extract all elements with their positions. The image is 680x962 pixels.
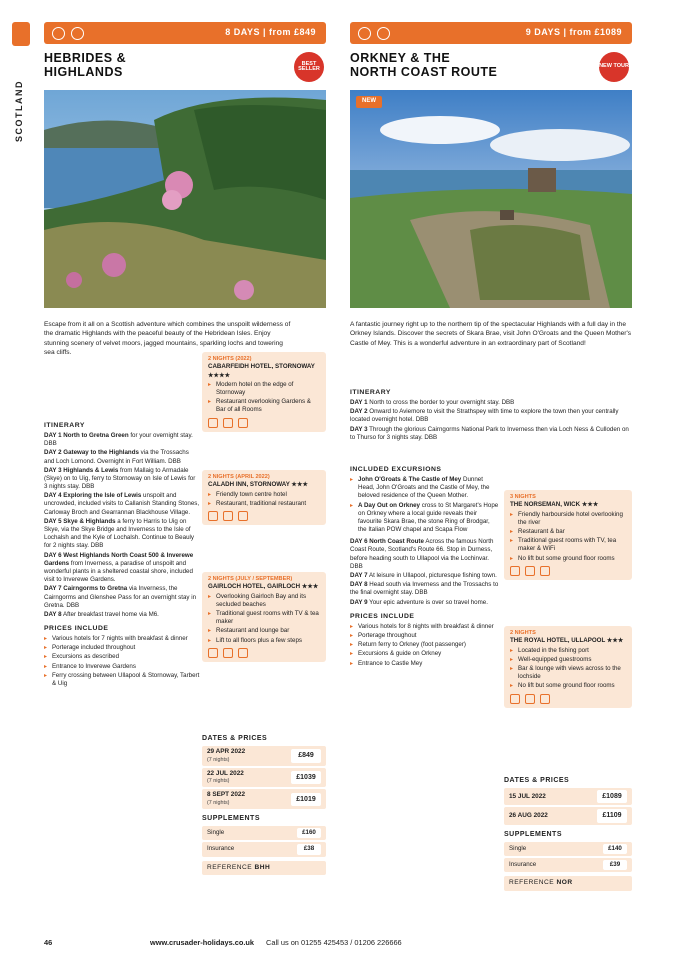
hotel-name: THE NORSEMAN, WICK ★★★ [510,501,599,509]
nights-note: (7 nights) [207,778,230,785]
supplement-row [504,842,632,856]
date-cell [207,791,245,807]
hotel-box [202,352,326,432]
itinerary-day [44,492,200,517]
day-number: DAY 8 [350,581,368,589]
dates-prices-heading: DATES & PRICES [202,735,268,742]
supplement-price: £38 [297,844,321,854]
hotel-features [510,647,626,691]
tour-price: £1109 [597,809,627,822]
best-seller-badge: BEST SELLER [294,52,324,82]
tour-price: £1089 [597,790,627,803]
day-title: North to Gretna Green [63,431,129,439]
lift-icon [223,511,233,521]
date-price-row [202,768,326,788]
itinerary-day [350,599,500,607]
hotel-feature: ▸ Bar & lounge with views across to the lochside [510,665,626,681]
include-item: ▸ Various hotels for 7 nights with breakfast & dinner [44,635,200,643]
orkney-castle-image [350,90,632,308]
restaurant-icon [510,694,520,704]
hotel-feature: ▸ Traditional guest rooms with TV & tea maker [208,610,320,626]
bar-icon [238,418,248,428]
dates-prices-heading: DATES & PRICES [504,777,570,784]
left-tour-photo [44,90,326,308]
day-text: from Inverness, a paradise of unspoilt and wonderful plants in a sheltered coastal shore, included visit to Inverewe Gardens. [44,559,193,584]
coach-icon [52,27,65,40]
day-number: DAY 5 [44,517,62,525]
day-number: DAY 2 [44,449,62,457]
hotel-feature: ▸ No lift but some ground floor rooms [510,682,626,690]
itinerary-heading: ITINERARY [44,422,85,429]
day-text: for your overnight stay. DBB [44,431,193,448]
itinerary-day [350,581,500,597]
restaurant-icon [208,648,218,658]
itinerary-day [350,538,500,571]
itinerary-day [350,408,632,424]
left-header-bar [44,22,326,44]
tour-price: £1019 [291,793,321,806]
bar-icon [540,566,550,576]
person-icon [71,27,84,40]
restaurant-icon [208,511,218,521]
new-tag: NEW [356,96,382,108]
day-number: DAY 6 [350,538,368,546]
right-itinerary-lower [350,462,500,669]
include-item: ▸ Porterage throughout [350,632,500,640]
supplement-row [202,826,326,840]
include-item: ▸ Excursions & guide on Orkney [350,650,500,658]
day-number: DAY 1 [44,431,62,439]
day-title: West Highlands North Coast 500 & Inverewe Gardens [44,551,194,567]
hotel-feature: ▸ Restaurant & bar [510,528,626,536]
facility-icons [510,694,626,704]
departure-date: 15 JUL 2022 [509,792,546,800]
hotel-feature: ▸ Modern hotel on the edge of Stornoway [208,381,320,397]
include-item: ▸ Porterage included throughout [44,644,200,652]
day-title: Exploring the Isle of Lewis [63,492,142,500]
supplement-price: £39 [603,860,627,870]
day-number: DAY 6 [44,551,62,559]
day-number: DAY 1 [350,398,368,406]
day-text: Your epic adventure is over so travel home. [369,598,488,606]
excursion-title: A Day Out on Orkney [358,501,421,509]
itinerary-day [44,585,200,610]
left-tour-title: HEBRIDES & HIGHLANDS [44,51,127,79]
day-title: Skye & Highlands [63,517,116,525]
restaurant-icon [208,418,218,428]
tour-price: £849 [291,749,321,762]
left-itinerary [44,418,200,689]
tour-price: £1039 [291,771,321,784]
hotel-feature: ▸ Friendly harbourside hotel overlooking the river [510,511,626,527]
supplement-row [202,842,326,856]
supplement-label: Insurance [509,861,537,869]
phone-numbers: Call us on 01255 425453 / 01206 226666 [266,938,402,947]
day-number: DAY 2 [350,408,368,416]
excursion-title: John O'Groats & The Castle of Mey [358,475,462,483]
itinerary-day [44,518,200,551]
bar-icon [238,648,248,658]
nights-note: (7 nights) [207,799,230,806]
right-duration-price: 9 DAYS | from £1089 [525,27,622,38]
departure-date: 8 SEPT 2022 [207,791,246,799]
supplement-row [504,858,632,872]
day-number: DAY 3 [44,466,62,474]
hotel-nights: 2 NIGHTS (JULY / SEPTEMBER) [208,576,293,582]
lift-icon [525,566,535,576]
itinerary-day [44,449,200,465]
day-text: from Mallaig to Armadale (Skye) on to Uig, ferry to Stornoway on Isle of Lewis for 3 nights stay. DBB [44,466,196,491]
lift-icon [525,694,535,704]
side-tab [12,22,30,46]
day-number: DAY 7 [350,572,368,580]
excursion-item [350,476,500,501]
day-text: unspoilt and uncrowded, included visits to Callanish Standing Stones, Carloway Broch and Gearrannan Blackhouse Village. [44,492,200,516]
itinerary-day [350,426,632,442]
hotel-feature: ▸ No lift but some ground floor rooms [510,555,626,563]
hotel-feature: ▸ Traditional guest rooms with TV, tea maker & WiFi [510,537,626,553]
day-text: via Inverness, the Cairngorms and Glenshee Pass for an overnight stay in Gretna. DBB [44,585,197,609]
excursion-text: cross to St Margaret's Hope on Orkney where a local guide reveals their favourite Skara Brae, the stone Ring of Brodgar, the Italian POW chapel and Scapa Flow [358,501,499,534]
include-item: ▸ Entrance to Castle Mey [350,660,500,668]
hotel-features [208,593,320,645]
left-intro-text: Escape from it all on a Scottish adventure which combines the unspoilt wilderness of the dramatic Highlands with the peaceful beauty of the Hebridean Isles. Enjoy stunning scenery of velvet moors, jagged mountains, sparkling lochs and towering sea cliffs. [44,321,291,357]
itinerary-heading: ITINERARY [350,389,391,396]
facility-icons [208,418,320,428]
include-item: ▸ Various hotels for 8 nights with breakfast & dinner [350,623,500,631]
right-itinerary-top [350,385,632,443]
hotel-feature: ▸ Restaurant, traditional restaurant [208,500,320,508]
hotel-feature: ▸ Restaurant overlooking Gardens & Bar of all Rooms [208,398,320,414]
hotel-feature: ▸ Well-equipped guestrooms [510,656,626,664]
day-text: North to cross the border to your overnight stay. DBB [369,398,515,406]
include-item: ▸ Excursions as described [44,653,200,661]
day-text: Head south via Inverness and the Trossachs to the final overnight stay. DBB [350,581,499,597]
right-prices-panel [504,776,632,891]
date-cell [509,812,548,820]
prices-include-heading: PRICES INCLUDE [350,612,415,620]
excursion-item [350,502,500,535]
hotel-feature: ▸ Located in the fishing port [510,647,626,655]
hotel-name: GAIRLOCH HOTEL, GAIRLOCH ★★★ [208,583,319,591]
supplement-label: Single [509,844,527,852]
hotel-features [208,491,320,508]
date-price-row [202,746,326,766]
right-tour-photo [350,90,632,308]
lift-icon [223,648,233,658]
hotel-box [504,626,632,708]
itinerary-day [44,611,200,619]
day-number: DAY 9 [350,598,368,606]
hotel-feature: ▸ Restaurant and lounge bar [208,627,320,635]
day-text: a ferry to Harris to Uig on Skye, via the Skye Bridge and Inverness to the Isle of Lochalsh and the Kyle of Lochalsh. Continue to Beauly for 2 nights stay. DBB [44,517,194,550]
itinerary-day [44,432,200,448]
right-header-bar [350,22,632,44]
bar-icon [540,694,550,704]
date-cell [207,770,244,786]
date-price-row [202,789,326,809]
departure-date: 22 JUL 2022 [207,769,244,777]
date-cell [207,748,245,764]
supplement-price: £160 [297,828,321,838]
day-title: Highlands & Lewis [63,466,119,474]
left-reference: REFERENCE BHH [202,861,326,876]
facility-icons [208,648,320,658]
website-link[interactable]: www.crusader-holidays.co.uk [150,938,255,947]
restaurant-icon [510,566,520,576]
hotel-box [504,490,632,580]
day-number: DAY 7 [44,585,62,593]
day-title: Gateway to the Highlands [63,449,139,457]
supplement-price: £140 [603,844,627,854]
day-number: DAY 3 [350,425,368,433]
day-text: Onward to Aviemore to visit the Strathspey with time to explore the town then your centrally located overnight hotel. DBB [350,408,619,424]
supplement-label: Single [207,829,225,837]
hotel-name: CALADH INN, STORNOWAY ★★★ [208,481,309,489]
hotel-name: THE ROYAL HOTEL, ULLAPOOL ★★★ [510,637,624,645]
new-tour-badge: NEW TOUR [599,52,629,82]
itinerary-day [44,552,200,585]
hotel-nights: 2 NIGHTS [510,630,536,636]
include-item: ▸ Return ferry to Orkney (foot passenger) [350,641,500,649]
day-text: via the Trossachs and Loch Lomond. Overnight in Fort William. DBB [44,449,189,465]
day-text: After breakfast travel home via M6. [62,610,159,618]
right-tour-title: ORKNEY & THE NORTH COAST ROUTE [350,51,498,79]
section-label: SCOTLAND [14,80,24,142]
nights-note: (7 nights) [207,756,230,763]
page-footer [44,938,644,948]
hotel-nights: 2 NIGHTS (APRIL 2022) [208,474,270,480]
day-title: Cairngorms to Gretna [63,585,128,593]
right-intro-text: A fantastic journey right up to the northern tip of the spectacular Highlands with a full day in the Orkney Islands. Discover the secrets of Skara Brae, visit John O'Groats and the Queen Mother's Castle of Mey. This is a wonderful adventure in an extraordinary part of Scotland! [350,321,632,347]
day-number: DAY 4 [44,492,62,500]
departure-date: 29 APR 2022 [207,748,246,756]
date-price-row [504,788,632,805]
facility-icons [208,511,320,521]
included-excursions-heading: INCLUDED EXCURSIONS [350,466,442,473]
hotel-nights: 2 NIGHTS (2022) [208,356,252,362]
day-text: Through the glorious Cairngorms National Park to Inverness then via Loch Ness & Culloden on to Thurso for 3 nights stay. DBB [350,425,629,441]
hotel-name: CABARFEIDH HOTEL, STORNOWAY ★★★★ [208,363,315,379]
left-prices-panel [202,734,326,875]
departure-date: 26 AUG 2022 [509,811,548,819]
prices-include-heading: PRICES INCLUDE [44,625,109,633]
hotel-box [202,572,326,662]
lift-icon [223,418,233,428]
bar-icon [238,511,248,521]
date-cell [509,793,546,801]
day-title: North Coast Route [369,538,424,546]
hebrides-landscape-image [44,90,326,308]
hotel-features [208,381,320,415]
date-price-row [504,807,632,824]
hotel-box [202,470,326,525]
right-reference: REFERENCE NOR [504,876,632,891]
include-item: ▸ Ferry crossing between Ullapool & Stornoway, Tarbert & Uig [44,672,200,688]
supplements-heading: SUPPLEMENTS [504,830,563,838]
day-number: DAY 8 [44,610,62,618]
facility-icons [510,566,626,576]
excursion-text: Dunnet Head, John O'Groats and the Castle of Mey, the beloved residence of the Queen Mother. [358,475,490,500]
person-icon [377,27,390,40]
day-text: At leisure in Ullapool, picturesque fishing town. [368,572,497,580]
left-duration-price: 8 DAYS | from £849 [225,27,316,38]
hotel-feature: ▸ Lift to all floors plus a few steps [208,637,320,645]
itinerary-day [350,572,500,580]
day-text: Across the famous North Coast Route, Scotland's Route 66. Stop in Durness, before heading south to Ullapool via the Lochinvar. DBB [350,538,494,570]
coach-icon [358,27,371,40]
supplement-label: Insurance [207,845,235,853]
hotel-feature: ▸ Overlooking Gairloch Bay and its secluded beaches [208,593,320,609]
hotel-nights: 3 NIGHTS [510,494,536,500]
hotel-feature: ▸ Friendly town centre hotel [208,491,320,499]
include-item: ▸ Entrance to Inverewe Gardens [44,663,200,671]
itinerary-day [44,467,200,492]
page-number: 46 [44,938,53,947]
supplements-heading: SUPPLEMENTS [202,814,261,822]
hotel-features [510,511,626,563]
itinerary-day [350,399,632,407]
